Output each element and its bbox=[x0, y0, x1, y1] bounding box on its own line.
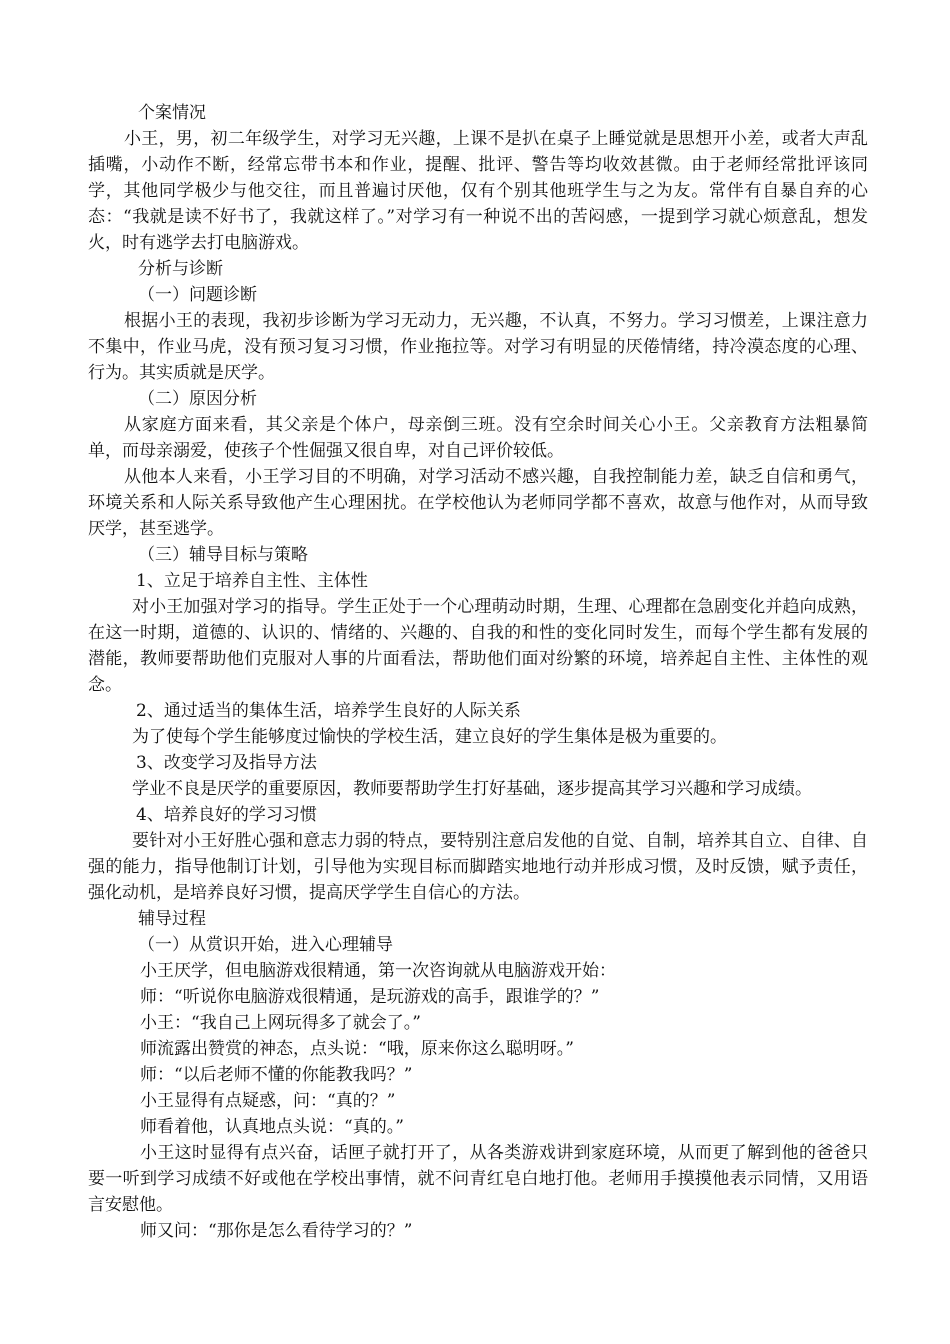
subheading-cause-analysis: （二）原因分析 bbox=[138, 389, 257, 409]
strategy-heading-1: 1、立足于培养自主性、主体性 bbox=[136, 571, 368, 591]
paragraph-strategy-3: 学业不良是厌学的重要原因，教师要帮助学生打好基础，逐步提高其学习兴趣和学习成绩。 bbox=[132, 779, 812, 799]
subheading-appreciation: （一）从赏识开始，进入心理辅导 bbox=[138, 935, 393, 955]
subheading-goals-strategies: （三）辅导目标与策略 bbox=[138, 545, 308, 565]
paragraph-conversation-outcome: 小王这时显得有点兴奋，话匣子就打开了，从各类游戏讲到家庭环境，从而更了解到他的爸爸只要一听到学习成绩不好或他在学校出事情，就不问青红皂白地打他。老师用手摸摸他表示同情，又用语言安慰他。 bbox=[88, 1143, 868, 1215]
dialogue-line: 师：“以后老师不懂的你能教我吗？” bbox=[140, 1065, 413, 1085]
section-heading-case: 个案情况 bbox=[138, 103, 206, 123]
dialogue-line: 师看着他，认真地点头说：“真的。” bbox=[140, 1117, 404, 1137]
dialogue-line: 小王显得有点疑惑，问：“真的？” bbox=[140, 1091, 396, 1111]
dialogue-line: 师流露出赞赏的神态，点头说：“哦，原来你这么聪明呀。” bbox=[140, 1039, 574, 1059]
section-heading-process: 辅导过程 bbox=[138, 909, 206, 929]
strategy-heading-2: 2、通过适当的集体生活，培养学生良好的人际关系 bbox=[136, 701, 521, 721]
paragraph-family-cause: 从家庭方面来看，其父亲是个体户，母亲倒三班。没有空余时间关心小王。父亲教育方法粗暴简单，而母亲溺爱，使孩子个性倔强又很自卑，对自己评价较低。 bbox=[88, 415, 868, 461]
paragraph-case-description: 小王，男，初二年级学生，对学习无兴趣，上课不是扒在桌子上睡觉就是思想开小差，或者大声乱插嘴，小动作不断，经常忘带书本和作业，提醒、批评、警告等均收效甚微。由于老师经常批评该同学，其他同学极少与他交往，而且普遍讨厌他，仅有个别其他班学生与之为友。常伴有自暴自弃的心态：“我就是读不好书了，我就这样了。”对学习有一种说不出的苦闷感，一提到学习就心烦意乱，想发火，时有逃学去打电脑游戏。 bbox=[88, 129, 868, 253]
dialogue-line: 师又问：“那你是怎么看待学习的？” bbox=[140, 1221, 413, 1241]
document-page bbox=[88, 100, 868, 1244]
dialogue-line: 小王：“我自己上网玩得多了就会了。” bbox=[140, 1013, 421, 1033]
paragraph-strategy-4: 要针对小王好胜心强和意志力弱的特点，要特别注意启发他的自觉、自制，培养其自立、自律、自强的能力，指导他制订计划，引导他为实现目标而脚踏实地地行动并形成习惯，及时反馈，赋予责任，强化动机，是培养良好习惯，提高厌学学生自信心的方法。 bbox=[88, 831, 868, 903]
strategy-heading-3: 3、改变学习及指导方法 bbox=[136, 753, 317, 773]
section-heading-analysis: 分析与诊断 bbox=[138, 259, 223, 279]
paragraph-diagnosis: 根据小王的表现，我初步诊断为学习无动力，无兴趣，不认真，不努力。学习习惯差，上课注意力不集中，作业马虎，没有预习复习习惯，作业拖拉等。对学习有明显的厌倦情绪，持冷漠态度的心理、行为。其实质就是厌学。 bbox=[88, 311, 868, 383]
paragraph-strategy-1: 对小王加强对学习的指导。学生正处于一个心理萌动时期，生理、心理都在急剧变化并趋向成熟，在这一时期，道德的、认识的、情绪的、兴趣的、自我的和性的变化同时发生，而每个学生都有发展的潜能，教师要帮助他们克服对人事的片面看法，帮助他们面对纷繁的环境，培养起自主性、主体性的观念。 bbox=[88, 597, 868, 695]
dialogue-line: 师：“听说你电脑游戏很精通，是玩游戏的高手，跟谁学的？” bbox=[140, 987, 600, 1007]
strategy-heading-4: 4、培养良好的学习习惯 bbox=[136, 805, 317, 825]
subheading-problem-diagnosis: （一）问题诊断 bbox=[138, 285, 257, 305]
paragraph-strategy-2: 为了使每个学生能够度过愉快的学校生活，建立良好的学生集体是极为重要的。 bbox=[132, 727, 727, 747]
paragraph-dialogue-intro: 小王厌学，但电脑游戏很精通，第一次咨询就从电脑游戏开始： bbox=[140, 961, 616, 981]
paragraph-personal-cause: 从他本人来看，小王学习目的不明确，对学习活动不感兴趣，自我控制能力差，缺乏自信和勇气，环境关系和人际关系导致他产生心理困扰。在学校他认为老师同学都不喜欢，故意与他作对，从而导致厌学，甚至逃学。 bbox=[88, 467, 868, 539]
